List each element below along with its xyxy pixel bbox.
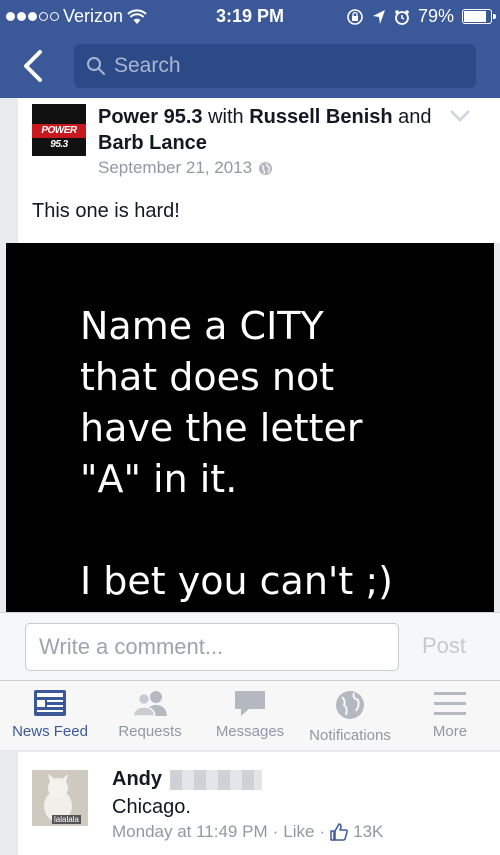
comment-item <box>18 752 500 855</box>
tab-messages[interactable] <box>200 689 300 740</box>
post-date[interactable] <box>98 158 273 178</box>
tab-label: More <box>432 723 468 740</box>
battery-percent: 79% <box>417 6 454 26</box>
tab-label: Messages <box>215 723 285 740</box>
tab-label: Requests <box>118 723 182 740</box>
avatar-caption: lalalala <box>54 815 79 824</box>
status-bar <box>0 0 500 34</box>
carrier-name: Verizon <box>63 6 124 26</box>
tab-more[interactable] <box>400 689 500 740</box>
tab-label: News Feed <box>12 723 88 740</box>
with-text: with <box>208 106 244 128</box>
messages-icon <box>233 689 267 717</box>
comment-input[interactable] <box>25 623 399 671</box>
like-link[interactable]: Like <box>283 822 315 841</box>
tab-label: Notifications <box>309 727 391 744</box>
news-feed-icon <box>33 689 67 717</box>
alarm-icon <box>394 9 410 25</box>
photo-text-line: "A" in it. <box>80 457 238 501</box>
tab-notifications[interactable] <box>300 689 400 744</box>
search-input[interactable] <box>74 44 476 88</box>
search-icon <box>86 56 106 76</box>
comment-text: Chicago. <box>112 796 191 818</box>
blurred-surname <box>170 770 262 790</box>
search-placeholder: Search <box>114 54 181 77</box>
commenter-avatar[interactable] <box>32 770 88 826</box>
post-date-text: September 21, 2013 <box>98 158 253 177</box>
post-photo[interactable] <box>6 243 494 615</box>
and-text: and <box>398 106 432 128</box>
navigation-bar <box>0 34 500 98</box>
photo-text-line: have the letter <box>80 406 363 450</box>
separator-dot: · <box>272 822 279 841</box>
tab-requests[interactable] <box>100 689 200 740</box>
comment-placeholder: Write a comment... <box>39 634 224 659</box>
photo-text-line: that does not <box>80 355 335 399</box>
globe-privacy-icon <box>258 161 273 176</box>
rotation-lock-icon <box>346 8 364 26</box>
status-icons <box>346 6 492 27</box>
comment-meta <box>112 822 383 842</box>
tab-bar <box>0 680 500 750</box>
post-comment-button[interactable]: Post <box>422 633 467 658</box>
more-icon <box>433 689 467 717</box>
commenter-first-name: Andy <box>112 768 162 790</box>
page-name-link[interactable]: Power 95.3 <box>98 106 203 128</box>
comment-timestamp[interactable]: Monday at 11:49 PM <box>112 822 268 841</box>
photo-text-line: Name a CITY <box>80 304 324 348</box>
post-message: This one is hard! <box>32 200 180 222</box>
like-count[interactable]: 13K <box>353 822 384 841</box>
separator-dot: · <box>319 822 326 841</box>
tagged-user-2-link[interactable]: Barb Lance <box>98 132 207 154</box>
clock: 3:19 PM <box>215 6 285 26</box>
comment-composer <box>0 612 500 680</box>
page-avatar[interactable] <box>32 104 86 156</box>
photo-text-line: I bet you can't ;) <box>80 559 393 603</box>
requests-icon <box>130 689 170 717</box>
power-953-logo: POWER 95.3 <box>32 124 86 138</box>
battery-icon <box>462 9 492 24</box>
tagged-user-1-link[interactable]: Russell Benish <box>249 106 393 128</box>
tab-news-feed[interactable] <box>0 689 100 740</box>
post-card <box>18 98 500 243</box>
post-options-chevron-icon[interactable] <box>450 110 470 122</box>
post-title <box>98 104 438 156</box>
back-chevron-icon[interactable] <box>18 48 50 84</box>
commenter-name[interactable] <box>112 768 262 791</box>
thumbs-up-icon <box>330 823 348 841</box>
notifications-icon <box>334 689 366 721</box>
location-icon <box>372 9 386 25</box>
